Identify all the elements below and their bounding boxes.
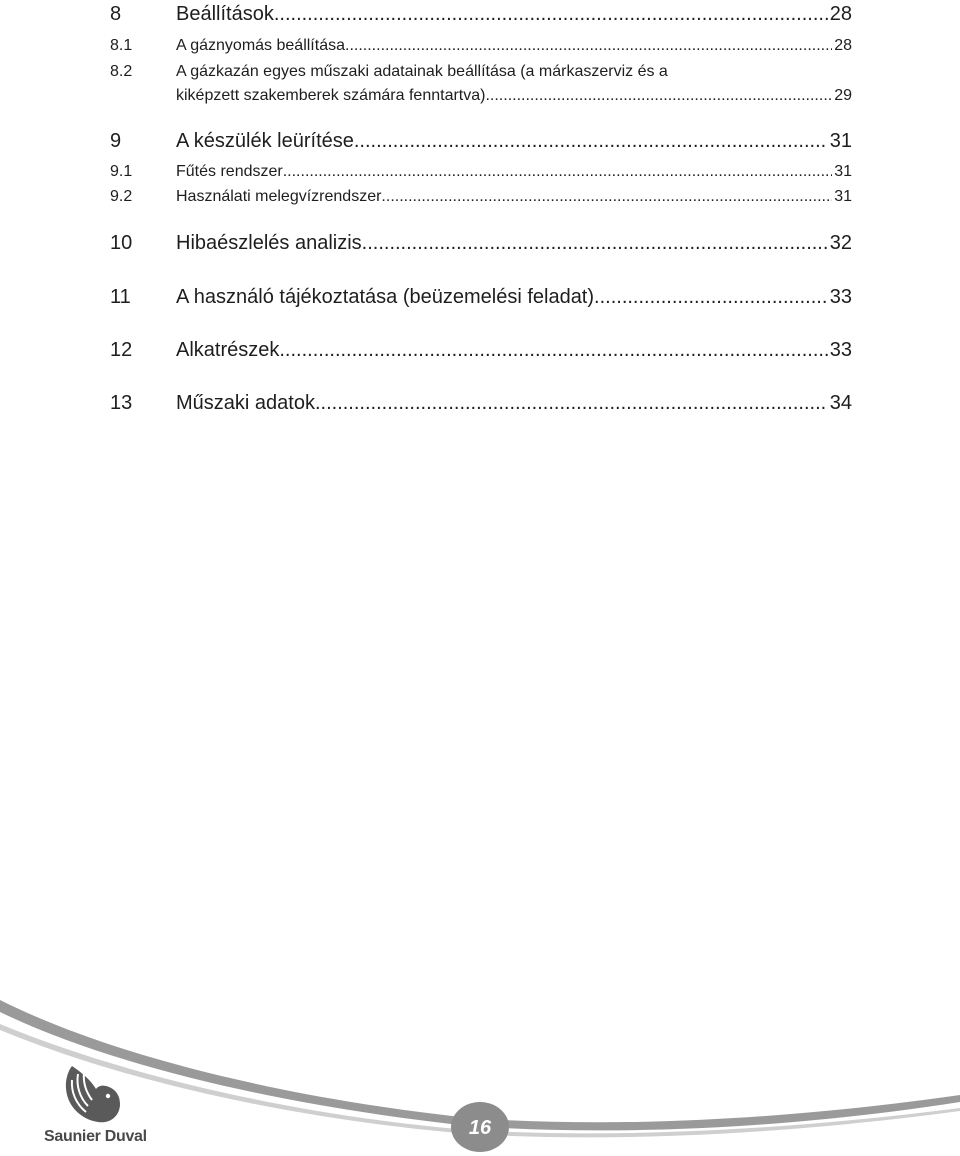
- toc-entry-title: kiképzett szakemberek számára fenntartva): [176, 87, 486, 104]
- toc-leader-dots: [274, 2, 828, 26]
- toc-entry-title: Műszaki adatok: [176, 392, 315, 414]
- toc-entry-number: 13: [110, 392, 133, 414]
- toc-entry-page: 32: [829, 232, 852, 254]
- toc-entry-title: Használati melegvízrendszer: [176, 188, 382, 205]
- toc-entry-number: 8.2: [110, 63, 133, 80]
- toc-leader-dots: [381, 187, 832, 207]
- toc-entry-title-line-1: A gázkazán egyes műszaki adatainak beállítása (a márkaszerviz és a: [176, 63, 668, 80]
- brand-logo-text: Saunier Duval: [44, 1128, 147, 1145]
- toc-leader-dots: [315, 391, 828, 415]
- saunier-duval-bird-icon: [58, 1064, 124, 1126]
- toc-entry-title: Beállítások: [176, 3, 274, 25]
- page-number: 16: [468, 1116, 492, 1139]
- toc-entry-title: A gáznyomás beállítása: [176, 37, 345, 54]
- toc-entry-number: 10: [110, 232, 133, 254]
- toc-entry-page: 29: [834, 87, 852, 104]
- toc-entry-page: 28: [829, 3, 852, 25]
- toc-entry-number: 9.2: [110, 188, 133, 205]
- toc-entry-page: 34: [829, 392, 852, 414]
- toc-leader-dots: [594, 285, 828, 309]
- toc-entry-title: Fűtés rendszer: [176, 163, 283, 180]
- toc-leader-dots: [283, 162, 832, 182]
- toc-entry-number: 9.1: [110, 163, 133, 180]
- toc-entry-page: 33: [829, 286, 852, 308]
- toc-leader-dots: [279, 338, 827, 362]
- toc-entry-number: 12: [110, 339, 133, 361]
- toc-leader-dots: [485, 86, 832, 106]
- toc-entry-page: 33: [829, 339, 852, 361]
- toc-leader-dots: [345, 36, 832, 56]
- toc-entry-number: 8: [110, 3, 122, 25]
- toc-entry-number: 9: [110, 130, 122, 152]
- toc-leader-dots: [354, 129, 828, 153]
- toc-entry-title: A használó tájékoztatása (beüzemelési feladat): [176, 286, 595, 308]
- toc-entry-page: 31: [834, 163, 852, 180]
- toc-leader-dots: [362, 231, 828, 255]
- toc-entry-page: 31: [834, 188, 852, 205]
- toc-entry-number: 11: [110, 286, 131, 308]
- toc-entry-title: Alkatrészek: [176, 339, 280, 361]
- toc-entry-title: A készülék leürítése: [176, 130, 354, 152]
- toc-entry-title: Hibaészlelés analizis: [176, 232, 362, 254]
- toc-entry-page: 28: [834, 37, 852, 54]
- toc-entry-number: 8.1: [110, 37, 133, 54]
- toc-entry-page: 31: [829, 130, 852, 152]
